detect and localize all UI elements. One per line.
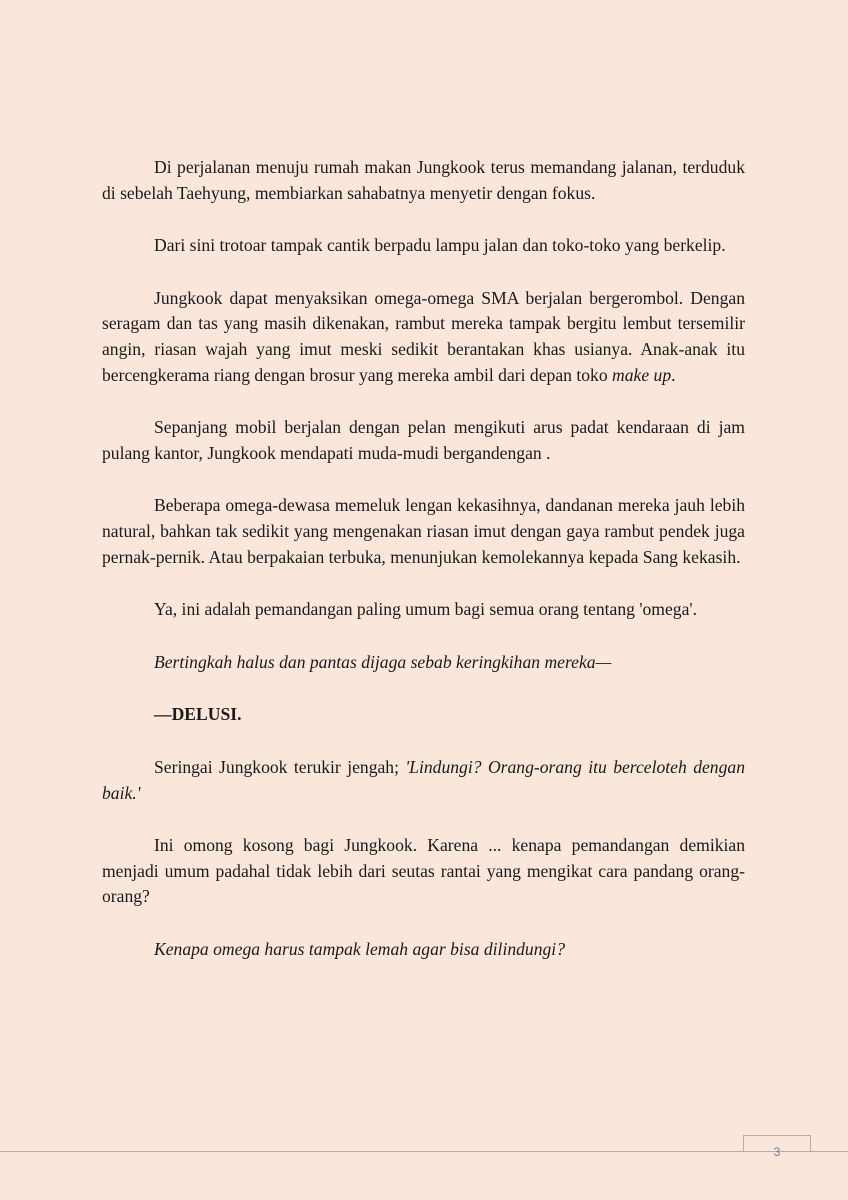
footer-rule: [0, 1151, 848, 1152]
paragraph-4: Sepanjang mobil berjalan dengan pelan mengikuti arus padat kendaraan di jam pulang kantor, Jungkook mendapati muda-mudi bergandengan .: [102, 417, 745, 463]
paragraph-9-italic-quote: 'Lindungi? Orang-orang itu berceloteh dengan baik.': [102, 756, 745, 803]
paragraph-3: [102, 286, 745, 388]
paragraph-9: [102, 755, 745, 806]
paragraph-5: Beberapa omega-dewasa memeluk lengan kekasihnya, dandanan mereka jauh lebih natural, bahkan tak sedikit yang mengenakan riasan imut dengan gaya rambut pendek juga pernak-pernik. Atau berpakaian terbuka, menunjukan kemolekannya kepada Sang kekasih.: [102, 495, 745, 567]
paragraph-8-bold: —DELUSI.: [154, 704, 242, 725]
paragraph-11-italic: Kenapa omega harus tampak lemah agar bisa dilindungi?: [154, 938, 565, 959]
paragraph-2: Dari sini trotoar tampak cantik berpadu lampu jalan dan toko-toko yang berkelip.: [154, 235, 726, 256]
paragraph-6: Ya, ini adalah pemandangan paling umum bagi semua orang tentang 'omega'.: [154, 599, 697, 620]
paragraph-3-text: Jungkook dapat menyaksikan omega-omega SMA berjalan bergerombol. Dengan seragam dan tas yang masih dikenakan, rambut mereka tampak bergitu lembut tersemilir angin, riasan wajah yang imut meski sedikit berantakan khas usianya. Anak-anak itu bercengkerama riang dengan brosur yang mereka ambil dari depan toko: [102, 287, 745, 385]
document-body: [102, 155, 745, 989]
paragraph-3-italic-text: make up: [612, 364, 672, 385]
paragraph-1: Di perjalanan menuju rumah makan Jungkook terus memandang jalanan, terduduk di sebelah Taehyung, membiarkan sahabatnya menyetir dengan fokus.: [102, 157, 745, 203]
paragraph-10: Ini omong kosong bagi Jungkook. Karena ... kenapa pemandangan demikian menjadi umum padahal tidak lebih dari seutas rantai yang mengikat cara pandang orang-orang?: [102, 835, 745, 907]
paragraph-7-italic: Bertingkah halus dan pantas dijaga sebab keringkihan mereka—: [154, 651, 612, 672]
paragraph-9-text: Seringai Jungkook terukir jengah;: [154, 756, 406, 777]
page-number: 3: [773, 1145, 781, 1159]
paragraph-3-end: .: [671, 364, 676, 385]
